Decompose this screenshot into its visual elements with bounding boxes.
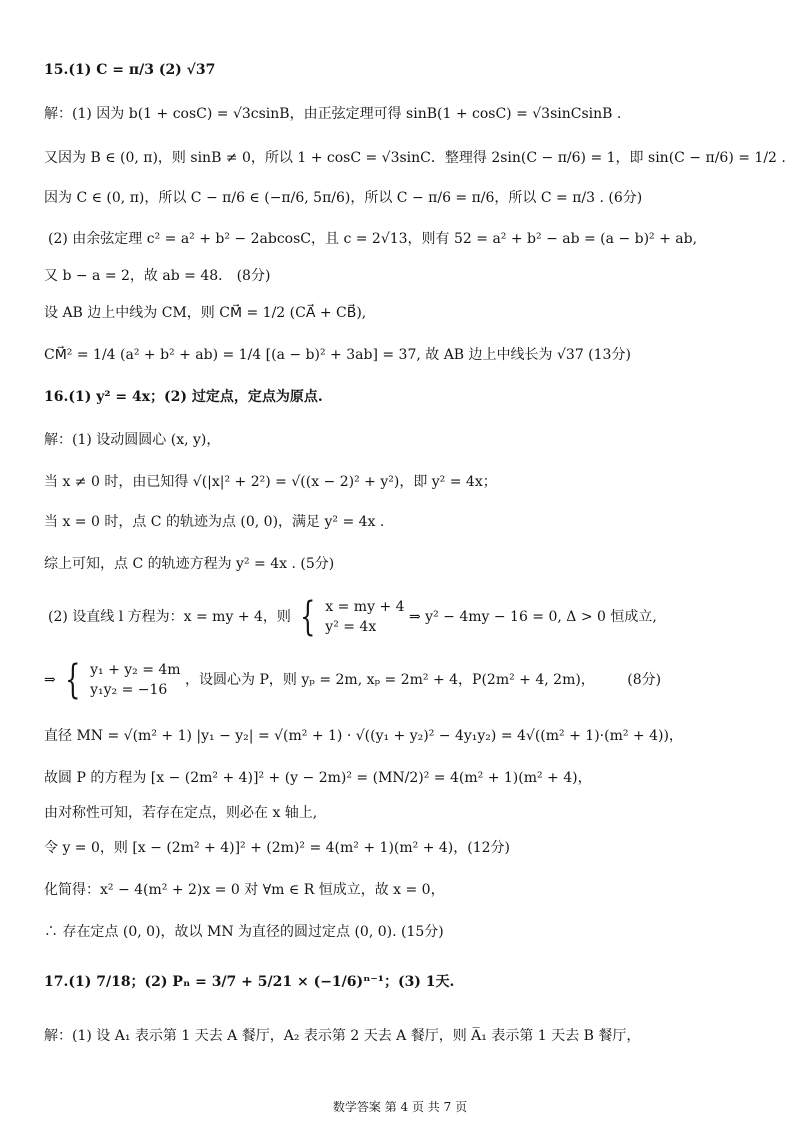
line-16-4: 综上可知，点 C 的轨迹方程为 y² = 4x . (5分) [44,556,335,572]
line-16-symmetry: 由对称性可知，若存在定点，则必在 x 轴上, [44,805,318,821]
vieta-eq-2: y₁y₂ = −16 [90,682,168,698]
line-16-conclusion: ∴ 存在定点 (0, 0)，故以 MN 为直径的圆过定点 (0, 0). (15分) [44,924,444,940]
vieta-system [90,660,181,700]
brace-symbol-2: { [65,657,81,703]
equation-system [325,597,404,637]
line-16-3: 当 x = 0 时，点 C 的轨迹为点 (0, 0)，满足 y² = 4x . [44,514,385,530]
line-16-2: 当 x ≠ 0 时，由已知得 √(|x|² + 2²) = √((x − 2)² + y²)，即 y² = 4x； [44,474,497,490]
line-16-system-prefix: (2) 设直线 l 方程为：x = my + 4，则 [48,609,291,625]
vieta-eq-1: y₁ + y₂ = 4m [90,662,181,678]
line-15-4: (2) 由余弦定理 c² = a² + b² − 2abcosC，且 c = 2√13，则有 52 = a² + b² − ab = (a − b)² + ab, [48,231,698,247]
line-16-diameter: 直径 MN = √(m² + 1) |y₁ − y₂| = √(m² + 1) · √((y₁ + y₂)² − 4y₁y₂) = 4√((m² + 1)·(m² + 4))， [44,728,683,744]
line-15-2: 又因为 B ∈ (0, π)，则 sinB ≠ 0，所以 1 + cosC = √3sinC．整理得 2sin(C − π/6) = 1，即 sin(C − π/6) = 1/2 . [44,150,786,166]
score-8: (8分) [627,672,662,688]
line-15-3: 因为 C ∈ (0, π)，所以 C − π/6 ∈ (−π/6, 5π/6)，所以 C − π/6 = π/6，所以 C = π/3 . (6分) [44,190,643,206]
answer-15: 15.(1) C = π/3 (2) √37 [44,62,216,78]
answer-17: 17.(1) 7/18；(2) Pₙ = 3/7 + 5/21 × (−1/6)ⁿ⁻¹；(3) 1天. [44,974,455,990]
line-16-1: 解：(1) 设动圆圆心 (x, y)， [44,432,221,448]
line-16-circle: 故圆 P 的方程为 [x − (2m² + 4)]² + (y − 2m)² = (MN/2)² = 4(m² + 1)(m² + 4)， [44,770,592,786]
page-footer: 数学答案 第 4 页 共 7 页 [332,1100,468,1114]
line-16-system-suffix: ⇒ y² − 4my − 16 = 0, Δ > 0 恒成立, [408,609,657,625]
line-17-1: 解：(1) 设 A₁ 表示第 1 天去 A 餐厅，A₂ 表示第 2 天去 A 餐厅，则 A̅₁ 表示第 1 天去 B 餐厅， [44,1028,641,1044]
brace-symbol: { [300,594,316,640]
line-16-vieta [44,657,780,703]
answer-16: 16.(1) y² = 4x；(2) 过定点，定点为原点. [44,389,323,405]
line-15-1: 解：(1) 因为 b(1 + cosC) = √3csinB，由正弦定理可得 sinB(1 + cosC) = √3sinCsinB . [44,106,622,122]
implies-symbol: ⇒ [44,672,56,688]
line-16-simplify: 化简得：x² − 4(m² + 2)x = 0 对 ∀m ∈ R 恒成立，故 x = 0， [44,882,445,898]
line-16-system [48,594,780,640]
line-15-6: 设 AB 边上中线为 CM，则 CM⃗ = 1/2 (CA⃗ + CB⃗), [44,305,367,321]
system-eq-1: x = my + 4 [325,599,405,615]
line-15-7: CM⃗² = 1/4 (a² + b² + ab) = 1/4 [(a − b)² + 3ab] = 37, 故 AB 边上中线长为 √37 (13分) [44,347,631,363]
system-eq-2: y² = 4x [325,619,377,635]
line-16-vieta-text: ，设圆心为 P，则 yₚ = 2m, xₚ = 2m² + 4，P(2m² + 4, 2m)， [185,672,595,688]
line-16-sety0: 令 y = 0，则 [x − (2m² + 4)]² + (2m)² = 4(m² + 1)(m² + 4)，(12分) [44,840,510,856]
line-15-5: 又 b − a = 2，故 ab = 48． (8分) [44,268,271,284]
